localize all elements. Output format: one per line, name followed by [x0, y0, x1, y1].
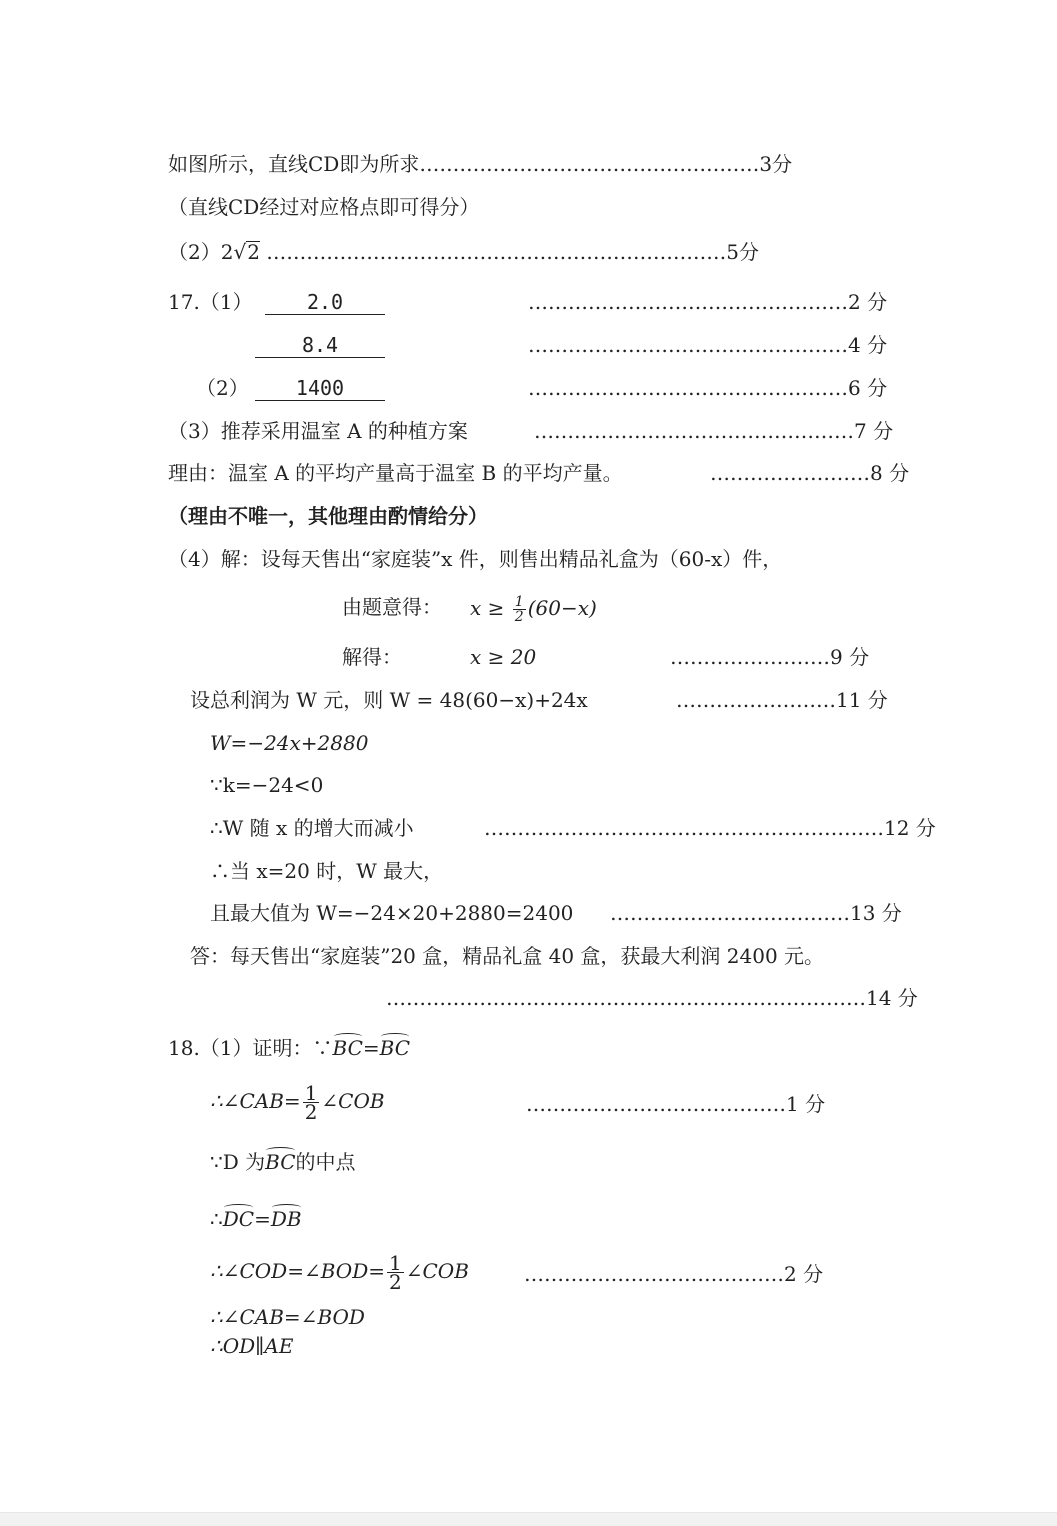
- grading-note-cd: （直线CD经过对应格点即可得分）: [168, 195, 480, 219]
- score-7: …………………………………………7 分: [534, 419, 894, 443]
- step2-line: [210, 1150, 356, 1174]
- line-cd-result: [168, 152, 792, 176]
- step4-prefix: ∴∠COD=∠BOD=: [210, 1259, 385, 1283]
- line-q16-2: [168, 240, 759, 264]
- profit-text: 设总利润为 W 元，则 W = 48(60−x)+24x: [190, 688, 588, 712]
- score-1: …………………………………1 分: [526, 1092, 826, 1116]
- score-9: ……………………9 分: [670, 645, 870, 669]
- arc-db: DB: [270, 1207, 302, 1231]
- score-8: ……………………8 分: [710, 461, 910, 485]
- answer-blank-2: 8.4: [255, 333, 385, 358]
- score-2b: …………………………………2 分: [524, 1262, 824, 1286]
- score-2: …………………………………………2 分: [528, 290, 888, 314]
- score-3: ……………………………………………3分: [419, 152, 793, 176]
- step2-suffix: 的中点: [295, 1150, 356, 1174]
- arc-dc: DC: [222, 1207, 255, 1231]
- cd-result-text: 如图所示，直线CD即为所求: [168, 152, 420, 176]
- arc-bc-3: BC: [265, 1150, 296, 1174]
- radicand: 2: [247, 240, 260, 264]
- step1-suffix: ∠COB: [321, 1089, 385, 1113]
- max-value-text: 且最大值为 W=−24×20+2880=2400: [210, 901, 574, 925]
- reason-text: 理由：温室 A 的平均产量高于温室 B 的平均产量。: [168, 461, 623, 485]
- grading-note-reason: （理由不唯一，其他理由酌情给分）: [168, 504, 488, 528]
- step2-prefix: ∵D 为: [210, 1150, 266, 1174]
- answer-blank-1: 2.0: [265, 290, 385, 315]
- score-13: ………………………………13 分: [610, 901, 902, 925]
- arc-bc-1: BC: [332, 1036, 363, 1060]
- q18-line: 18.（1）证明：∵BC=BC: [168, 1036, 411, 1060]
- answer-text: 答：每天售出“家庭装”20 盒，精品礼盒 40 盒，获最大利润 2400 元。: [190, 944, 825, 968]
- q16-2-prefix: （2）2: [168, 240, 234, 264]
- sqrt-sign: √: [233, 240, 247, 264]
- q18-prefix: 18.（1）证明：∵: [168, 1036, 333, 1060]
- answer-blank-3: 1400: [255, 376, 385, 401]
- max-at-text: ∴当 x=20 时，W 最大，: [210, 859, 444, 883]
- k-expression: ∵k=−24<0: [210, 773, 324, 797]
- fraction-half-3: $\frac{1}{2}$: [389, 1251, 402, 1294]
- step1-prefix: ∴∠CAB=: [210, 1089, 301, 1113]
- score-6: …………………………………………6 分: [528, 376, 888, 400]
- decreasing-text: ∴W 随 x 的增大而减小: [210, 816, 414, 840]
- step6-line: ∴OD∥AE: [210, 1334, 294, 1358]
- q17-label: 17.（1）: [168, 290, 253, 314]
- fraction-half-2: $\frac{1}{2}$: [304, 1081, 318, 1124]
- ineq-rhs: (60−x): [527, 596, 597, 620]
- w-expression: W=−24x+2880: [210, 731, 369, 755]
- step4-line: [210, 1251, 469, 1294]
- q17-2-label: （2）: [196, 376, 249, 400]
- q17-4-text: （4）解：设每天售出“家庭装”x 件，则售出精品礼盒为（60-x）件，: [168, 547, 783, 571]
- q17-3-text: （3）推荐采用温室 A 的种植方案: [168, 419, 468, 443]
- step1-line: [210, 1081, 385, 1124]
- score-12: ……………………………………………………12 分: [484, 816, 936, 840]
- step5-line: ∴∠CAB=∠BOD: [210, 1305, 365, 1329]
- score-14: ………………………………………………………………14 分: [386, 986, 918, 1010]
- fraction-half: $\frac{1}{2}$: [514, 594, 524, 625]
- ineq-lhs: x ≥: [470, 596, 511, 620]
- score-4: …………………………………………4 分: [528, 333, 888, 357]
- eq2-label: 解得：: [342, 645, 402, 669]
- arc-bc-2: BC: [379, 1036, 411, 1060]
- step4-suffix: ∠COB: [405, 1259, 469, 1283]
- step3-line: ∴DC=DB: [210, 1207, 302, 1231]
- eq1-label: 由题意得：: [342, 595, 442, 619]
- inequality-1: [470, 595, 597, 624]
- score-5: ……………………………………………………………5分: [259, 240, 760, 264]
- score-11: ……………………11 分: [676, 688, 888, 712]
- inequality-2: x ≥ 20: [470, 645, 537, 669]
